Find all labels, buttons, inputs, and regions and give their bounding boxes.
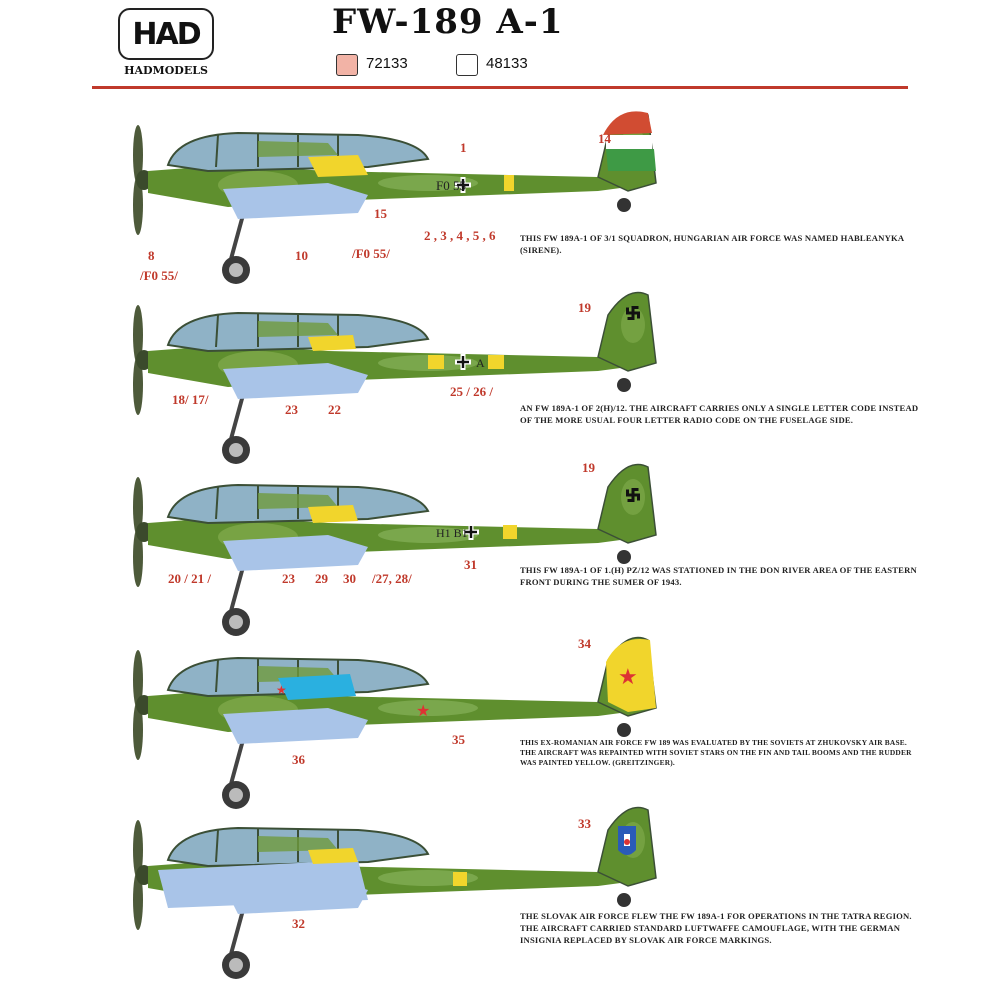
label-a2-25-26: 25 / 26 / bbox=[450, 384, 493, 399]
label-a4-35: 35 bbox=[452, 732, 465, 747]
label-a3-23: 23 bbox=[282, 571, 295, 586]
svg-text:★: ★ bbox=[618, 664, 638, 689]
label-a3-31: 31 bbox=[464, 557, 477, 572]
label-a1-15: 15 bbox=[374, 206, 387, 221]
aircraft-2 bbox=[133, 293, 656, 465]
label-a1-f055-b: /F0 55/ bbox=[140, 268, 178, 283]
aircraft-3 bbox=[133, 465, 656, 637]
svg-text:★: ★ bbox=[276, 683, 287, 697]
label-a4-34: 34 bbox=[578, 636, 591, 651]
label-a1-10: 10 bbox=[295, 248, 308, 263]
aircraft-5 bbox=[133, 808, 656, 980]
description-4: THIS EX-ROMANIAN AIR FORCE FW 189 WAS EVALUATED BY THE SOVIETS AT ZHUKOVSKY AIR BASE. THE AIRCRAFT WAS REPAINTED WITH SOVIET STARS ON THE FIN AND TAIL BOOMS AND THE RUDDER WAS PAINTED YELLOW. (GREITZINGER). bbox=[520, 738, 912, 767]
fuselage-code-1: F0 55 bbox=[436, 178, 466, 193]
label-a1-f055: /F0 55/ bbox=[352, 246, 390, 261]
label-a3-29: 29 bbox=[315, 571, 328, 586]
description-3: THIS FW 189A-1 OF 1.(H) PZ/12 WAS STATIONED IN THE DON RIVER AREA OF THE EASTERN FRONT DURING THE SUMER OF 1943. bbox=[520, 565, 917, 587]
label-a4-36: 36 bbox=[292, 752, 305, 767]
label-a2-19: 19 bbox=[578, 300, 591, 315]
label-a5-33: 33 bbox=[578, 816, 591, 831]
aircraft-1 bbox=[133, 111, 656, 284]
label-a3-20-21: 20 / 21 / bbox=[168, 571, 211, 586]
label-a3-30: 30 bbox=[343, 571, 356, 586]
label-a1-2-6: 2 , 3 , 4 , 5 , 6 bbox=[424, 228, 496, 243]
scale-label-72: 72133 bbox=[366, 55, 408, 72]
scale-label-48: 48133 bbox=[486, 55, 528, 72]
svg-text:★: ★ bbox=[416, 703, 431, 720]
description-2: AN FW 189A-1 OF 2(H)/12. THE AIRCRAFT CARRIES ONLY A SINGLE LETTER CODE INSTEAD OF THE MORE USUAL FOUR LETTER RADIO CODE ON THE FUSELAGE SIDE. bbox=[520, 403, 919, 425]
aircraft-4 bbox=[133, 638, 656, 810]
had-logo: HAD bbox=[118, 8, 214, 60]
fuselage-code-3: H1 B1 bbox=[436, 526, 468, 540]
label-a3-19: 19 bbox=[582, 460, 595, 475]
fuselage-code-2: A bbox=[476, 356, 485, 370]
label-a1-14: 14 bbox=[598, 131, 611, 146]
label-a2-22: 22 bbox=[328, 402, 341, 417]
label-a2-18-17: 18/ 17/ bbox=[172, 392, 209, 407]
page-title: FW-189 A-1 bbox=[332, 2, 564, 42]
label-a5-32: 32 bbox=[292, 916, 305, 931]
label-a2-23: 23 bbox=[285, 402, 298, 417]
description-1: THIS FW 189A-1 OF 3/1 SQUADRON, HUNGARIAN AIR FORCE WAS NAMED HABLEANYKA (SIRENE). bbox=[520, 233, 904, 255]
description-5: THE SLOVAK AIR FORCE FLEW THE FW 189A-1 FOR OPERATIONS IN THE TATRA REGION. THE AIRCRAFT CARRIED STANDARD LUFTWAFFE CAMOUFLAGE, WITH THE GERMAN INSIGNIA REPLACED BY SLOVAK AIR FORCE MARKINGS. bbox=[520, 911, 912, 945]
brand-name: HADMODELS bbox=[124, 64, 208, 77]
label-a1-1: 1 bbox=[460, 140, 467, 155]
label-a3-27-28: /27, 28/ bbox=[372, 571, 412, 586]
label-a1-8: 8 bbox=[148, 248, 155, 263]
